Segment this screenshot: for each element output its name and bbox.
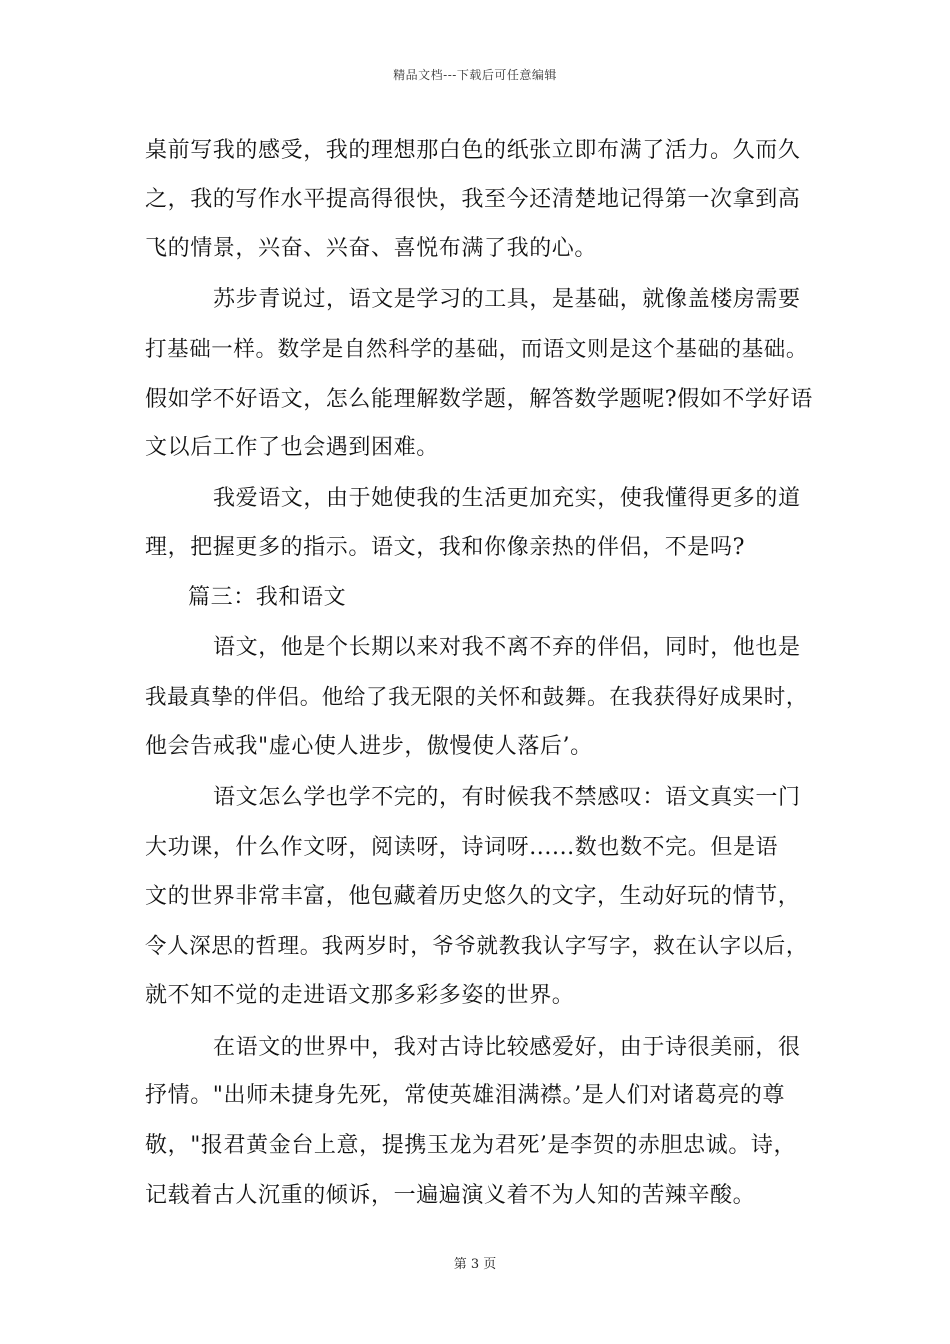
paragraph-line: 就不知不觉的走进语文那多彩多姿的世界。 xyxy=(145,983,575,1008)
paragraph-line: 我爱语文，由于她使我的生活更加充实，使我懂得更多的道 xyxy=(213,486,801,511)
paragraph-line: 语文，他是个长期以来对我不离不弃的伴侣，同时，他也是 xyxy=(213,635,801,660)
paragraph-line: 苏步青说过，语文是学习的工具，是基础，就像盖楼房需要 xyxy=(213,287,801,312)
paragraph-line: 在语文的世界中，我对古诗比较感爱好，由于诗很美丽，很 xyxy=(213,1035,801,1060)
paragraph-line: 文的世界非常丰富，他包藏着历史悠久的文字，生动好玩的情节， xyxy=(145,884,801,909)
paragraph-line: 之，我的写作水平提高得很快，我至今还清楚地记得第一次拿到高 xyxy=(145,187,801,212)
section-heading: 篇三：我和语文 xyxy=(188,585,347,610)
paragraph-line: 桌前写我的感受，我的理想那白色的纸张立即布满了活力。久而久 xyxy=(145,138,801,163)
paragraph-line: 假如学不好语文，怎么能理解数学题，解答数学题呢?假如不学好语 xyxy=(145,387,813,412)
paragraph-line: 令人深思的哲理。我两岁时，爷爷就教我认字写字，救在认字以后， xyxy=(145,934,809,959)
paragraph-line: 语文怎么学也学不完的，有时候我不禁感叹：语文真实一门 xyxy=(213,785,801,810)
paragraph-line: 飞的情景，兴奋、兴奋、喜悦布满了我的心。 xyxy=(145,236,598,261)
paragraph-line: 他会告戒我"虚心使人进步，傲慢使人落后’。 xyxy=(145,734,593,759)
paragraph-line: 大功课，什么作文呀，阅读呀，诗词呀......数也数不完。但是语 xyxy=(145,835,779,860)
page-header: 精品文档---下载后可任意编辑 xyxy=(393,68,557,82)
paragraph-line: 抒情。"出师未捷身先死，常使英雄泪满襟。’是人们对诸葛亮的尊 xyxy=(145,1083,786,1108)
paragraph-line: 理，把握更多的指示。语文，我和你像亲热的伴侣，不是吗? xyxy=(145,535,745,560)
paragraph-line: 记载着古人沉重的倾诉，一遍遍演义着不为人知的苦辣辛酸。 xyxy=(145,1183,756,1208)
page-number: 第 3 页 xyxy=(453,1257,497,1272)
paragraph-line: 我最真挚的伴侣。他给了我无限的关怀和鼓舞。在我获得好成果时， xyxy=(145,685,809,710)
paragraph-line: 文以后工作了也会遇到困难。 xyxy=(145,435,439,460)
paragraph-line: 打基础一样。数学是自然科学的基础，而语文则是这个基础的基础。 xyxy=(145,337,809,362)
paragraph-line: 敬，"报君黄金台上意，提携玉龙为君死’是李贺的赤胆忠诚。诗， xyxy=(145,1133,797,1158)
